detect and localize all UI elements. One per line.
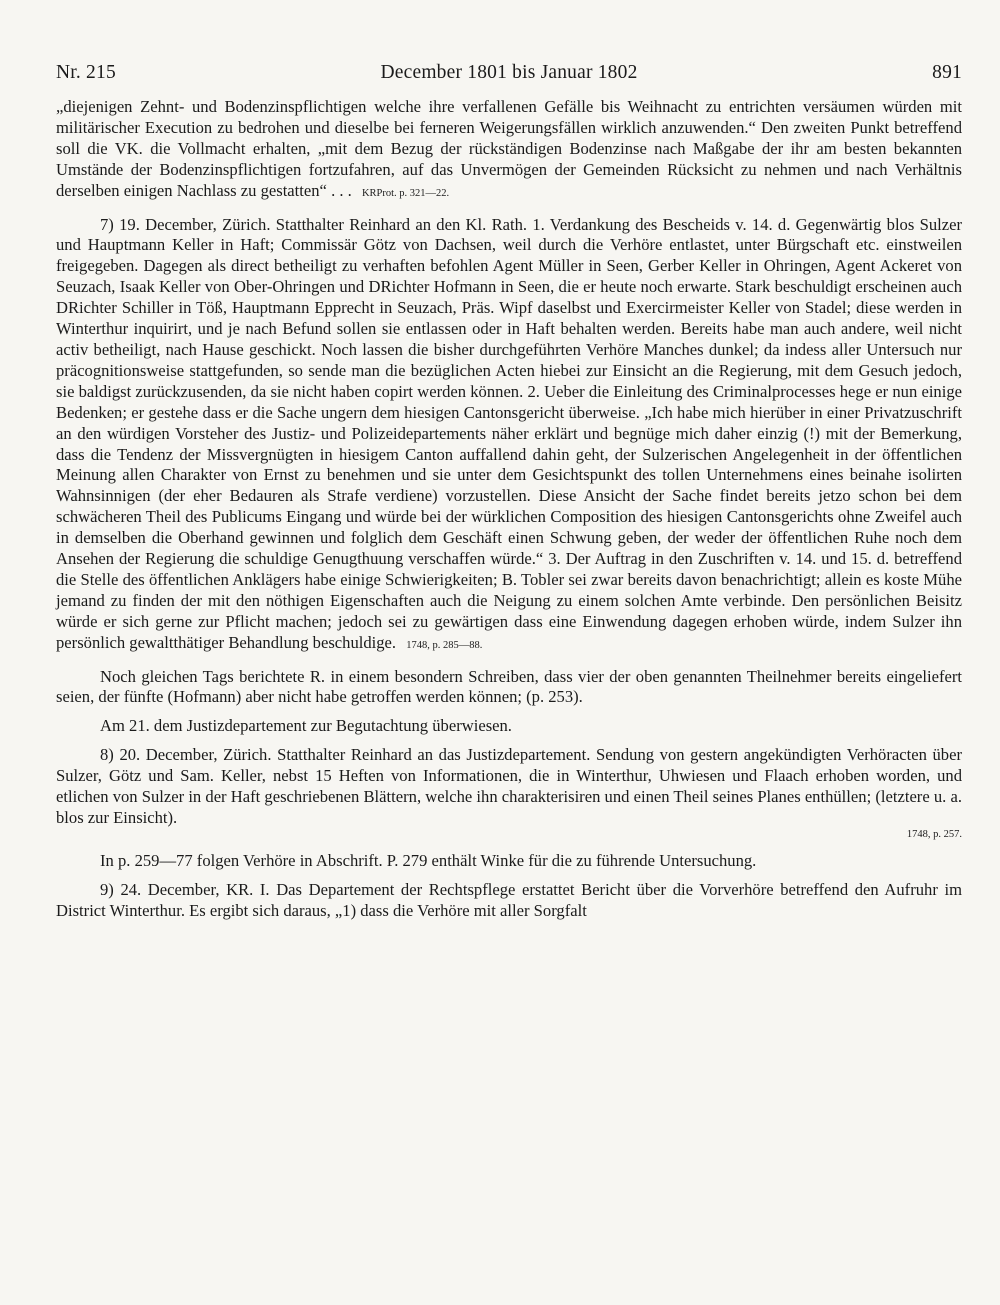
running-title: December 1801 bis Januar 1802 — [380, 62, 638, 83]
source-citation: 1748, p. 257. — [906, 828, 962, 840]
paragraph-text: 7) 19. December, Zürich. Statthalter Reinhard an den Kl. Rath. 1. Verdankung des Bescheids v. 14. d. Gegenwärtig blos Sulzer und Hauptmann Keller in Haft; Commissär Götz von Dachsen, weil durch die Verhöre entlastet, unter Bürgschaft etc. einstweilen freigegeben. Dagegen als direct betheiligt zu verhaften befohlen Agent Müller in Seen, Gerber Keller in Ohringen, Agent Ackeret von Seuzach, Isaak Keller von Ober-Ohringen und DRichter Hofmann in Seen, die er heute noch erwarte. Stark beschuldigt erscheinen auch DRichter Schiller in Töß, Hauptmann Epprecht in Seuzach, Präs. Wipf daselbst und Exercirmeister Keller von Stadel; diese werden in Winterthur inquirirt, und je nach Befund sollen sie entlassen oder in Haft behalten werden. Bereits habe man auch andere, weil nicht activ betheiligt, nach Hause geschickt. Noch lassen die bisher durchgeführten Verhöre Manches dunkel; da indess aller Untersuch nur präcognitionsweise stattgefunden, so sende man die bezüglichen Acten hiebei zur Einsicht an die Regierung, mit dem Gesuch jedoch, sie baldigst zurückzusenden, da sie nicht haben copirt werden können. 2. Ueber die Einleitung des Criminalprocesses hege er nun einige Bedenken; er gestehe dass er die Sache ungern dem hiesigen Cantonsgericht überweise. „Ich habe mich hierüber in einer Privatzuschrift an den würdigen Vorsteher des Justiz- und Polizeidepartements näher erklärt und begnüge mich daher einzig (!) mit der Bemerkung, dass die Tendenz der Missvergnügten in hiesigem Canton auffallend dahin geht, der Sulzerischen Angelegenheit in der öffentlichen Meinung allen Charakter von Ernst zu benehmen und sie unter dem Gesichtspunkt des tollen Unternehmens eines beinahe isolirten Wahnsinnigen (der eher Bedauren als Strafe verdiene) vorzustellen. Diese Ansicht der Sache findet bereits jetzo schon bei dem schwächeren Theil des Publicums Eingang und würde bei der würklichen Composition des hiesigen Cantonsgerichts ohne Zweifel auch in demselben die Oberhand gewinnen und folglich dem Geschäft einen Schwung geben, der weder der öffentlichen Ruhe noch dem Ansehen der Regierung die schuldige Genugthuung verschaffen würde.“ 3. Der Auftrag in den Zuschriften v. 14. und 15. d. betreffend die Stelle des öffentlichen Anklägers habe einige Schwierigkeiten; B. Tobler sei zwar bereits davon benachrichtigt; allein es koste Mühe jemand zu finden der mit den nöthigen Eigenschaften auch die Neigung zu einem solchen Amte verbinde. Den persönlichen Beisitz würde er sich gerne zur Pflicht machen; jedoch sei zu gewärtigen dass eine Einwendung dagegen erhoben würde, indem Sulzer ihn persönlich gewaltthätiger Behandlung beschuldige. — [56, 214, 962, 652]
paragraph-continuation — [56, 97, 962, 205]
paragraph-text: „diejenigen Zehnt- und Bodenzinspflichtigen welche ihre verfallenen Gefälle bis Weihnacht zu entrichten versäumen würden mit militärischer Execution zu bedrohen und dieselbe bei ferneren Weigerungsfällen wirklich anzuwenden.“ Den zweiten Punkt betreffend soll die VK. die Vollmacht erhalten, „mit dem Bezug der rückständigen Bodenzinse nach Maßgabe der ihr am besten bekannten Umstände der Bodenzinspflichtigen fortzufahren, auf das Unvermögen der Gemeinden Rücksicht zu nehmen und nach Verhältnis derselben einigen Nachlass zu gestatten“ . . . — [56, 97, 962, 200]
paragraph-note — [56, 667, 962, 709]
page-number: 891 — [932, 62, 962, 83]
paragraph-note — [56, 716, 962, 737]
document-body — [56, 97, 962, 922]
paragraph-text: Noch gleichen Tags berichtete R. in einem besondern Schreiben, dass vier der oben genannten Theilnehmer bereits eingeliefert seien, der fünfte (Hofmann) aber nicht habe getroffen werden können; (p. 253). — [56, 666, 962, 707]
entry-8 — [56, 745, 962, 843]
source-citation: KRProt. p. 321—22. — [361, 187, 450, 199]
entry-9 — [56, 880, 962, 922]
entry-7 — [56, 215, 962, 657]
source-citation: 1748, p. 285—88. — [406, 639, 483, 651]
paragraph-text: 9) 24. December, KR. I. Das Departement der Rechtspflege erstattet Bericht über die Vorverhöre betreffend den Aufruhr im District Winterthur. Es ergibt sich daraus, „1) dass die Verhöre mit aller Sorgfalt — [56, 879, 962, 920]
paragraph-text: In p. 259—77 folgen Verhöre in Abschrift. P. 279 enthält Winke für die zu führende Untersuchung. — [100, 850, 757, 870]
running-header — [56, 62, 962, 92]
paragraph-text: 8) 20. December, Zürich. Statthalter Reinhard an das Justizdepartement. Sendung von gestern angekündigten Verhöracten über Sulzer, Götz und Sam. Keller, nebst 15 Heften von Informationen, die in Winterthur, Uhwiesen und Flaach erhoben worden, und etlichen von Sulzer in der Haft geschriebenen Blättern, welche ihn charakterisiren und einen Theil seines Planes enthüllen; (letztere u. a. blos zur Einsicht). — [56, 745, 962, 827]
paragraph-text: Am 21. dem Justizdepartement zur Begutachtung überwiesen. — [100, 716, 512, 736]
document-number: Nr. 215 — [56, 62, 116, 83]
paragraph-note — [56, 851, 962, 872]
